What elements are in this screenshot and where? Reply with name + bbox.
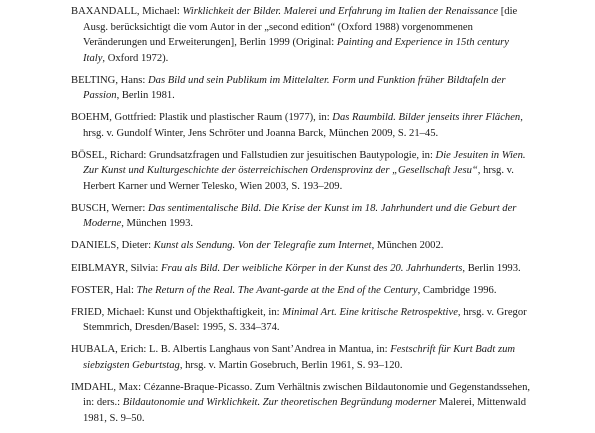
bibliography-entry <box>71 305 531 336</box>
entry-text: , hrsg. v. Herbert Karner und Werner Telesko, Wien 2003, S. 193–209. <box>83 165 514 192</box>
entry-text: DANIELS, Dieter: <box>71 240 154 252</box>
entry-text: , hrsg. v. Gregor Stemmrich, Dresden/Basel: 1995, S. 334–374. <box>83 306 527 334</box>
entry-text: FOSTER, Hal: <box>71 284 137 296</box>
entry-text: FRIED, Michael: Kunst und Objekthaftigkeit, in: <box>71 306 283 318</box>
entry-text: , München 2002. <box>371 240 444 252</box>
entry-title-text: Frau als Bild. Der weibliche Körper in der Kunst des 20. Jahrhunderts <box>160 262 463 274</box>
entry-text: , Berlin 1993. <box>462 262 521 274</box>
entry-title-text: Kunst als Sendung. Von der Telegrafie zum Internet <box>153 240 372 252</box>
entry-text: [die Ausg. berücksichtigt die vom Autor in der „second edition“ (Oxford 1988) vorgenommenen Veränderungen und Erweiterungen], Berlin 1999 (Original: <box>83 6 518 48</box>
bibliography-entry <box>71 238 531 254</box>
entry-text: BÖSEL, Richard: Grundsatzfragen und Fallstudien zur jesuitischen Bautypologie, in: <box>71 149 436 161</box>
bibliography-entry <box>71 380 531 427</box>
bibliography-entry <box>71 283 531 299</box>
entry-text: , hrsg. v. Gundolf Winter, Jens Schröter und Joanna Barck, München 2009, S. 21–45. <box>83 112 523 139</box>
entry-text: , Berlin 1981. <box>116 90 175 102</box>
bibliography-entry <box>71 148 531 195</box>
entry-title-text: Minimal Art. Eine kritische Retrospektive <box>282 306 458 318</box>
entry-title-text: Das Raumbild. Bilder jenseits ihrer Flächen <box>332 112 521 124</box>
entry-text: BAXANDALL, Michael: <box>71 6 183 17</box>
bibliography-entry <box>71 73 531 104</box>
bibliography-list <box>71 4 531 433</box>
entry-title-text: Das sentimentalische Bild. Die Krise der Kunst im 18. Jahrhundert und die Geburt der Moderne <box>83 202 517 230</box>
entry-text: HUBALA, Erich: L. B. Albertis Langhaus von Sant’Andrea in Mantua, in: <box>71 344 391 356</box>
bibliography-entry <box>71 342 531 373</box>
entry-text: , hrsg. v. Martin Gosebruch, Berlin 1961, S. 93–120. <box>179 359 403 371</box>
entry-title-text: Das Bild und sein Publikum im Mittelalter. Form und Funktion früher Bildtafeln der Passion <box>83 74 506 102</box>
entry-text: BUSCH, Werner: <box>71 202 148 214</box>
bibliography-entry <box>71 261 531 277</box>
entry-text: IMDAHL, Max: Cézanne-Braque-Picasso. Zum Verhältnis zwischen Bildautonomie und Gegenstandssehen, in: ders.: <box>71 381 531 409</box>
entry-text: BOEHM, Gottfried: Plastik und plastischer Raum (1977), in: <box>71 112 333 124</box>
entry-text: , Cambridge 1996. <box>417 284 497 296</box>
bibliography-entry <box>71 201 531 232</box>
entry-text: EIBLMAYR, Silvia: <box>71 262 161 274</box>
entry-title-text: Wirklichkeit der Bilder. Malerei und Erfahrung im Italien der Renaissance <box>182 6 499 17</box>
entry-text: , Oxford 1972). <box>102 52 169 64</box>
entry-text: BELTING, Hans: <box>71 74 148 86</box>
bibliography-entry <box>71 110 531 141</box>
entry-title-text: Bildautonomie und Wirklichkeit. Zur theoretischen Begründung moderner <box>122 397 437 409</box>
bibliography-entry <box>71 4 531 66</box>
entry-text: , München 1993. <box>121 218 194 230</box>
entry-title-text: Die Jesuiten in Wien. Zur Kunst und Kulturgeschichte der österreichischen Ordensprovinz der „Gesellschaft Jesu“ <box>83 149 526 177</box>
entry-title-text: The Return of the Real. The Avant-garde at the End of the Century <box>136 284 418 296</box>
entry-title-text: Festschrift für Kurt Badt zum siebzigsten Geburtstag <box>83 344 516 371</box>
entry-text: Malerei, Mittenwald 1981, S. 9–50. <box>83 397 527 424</box>
entry-title-text: Painting and Experience in 15th century Italy <box>83 37 509 64</box>
